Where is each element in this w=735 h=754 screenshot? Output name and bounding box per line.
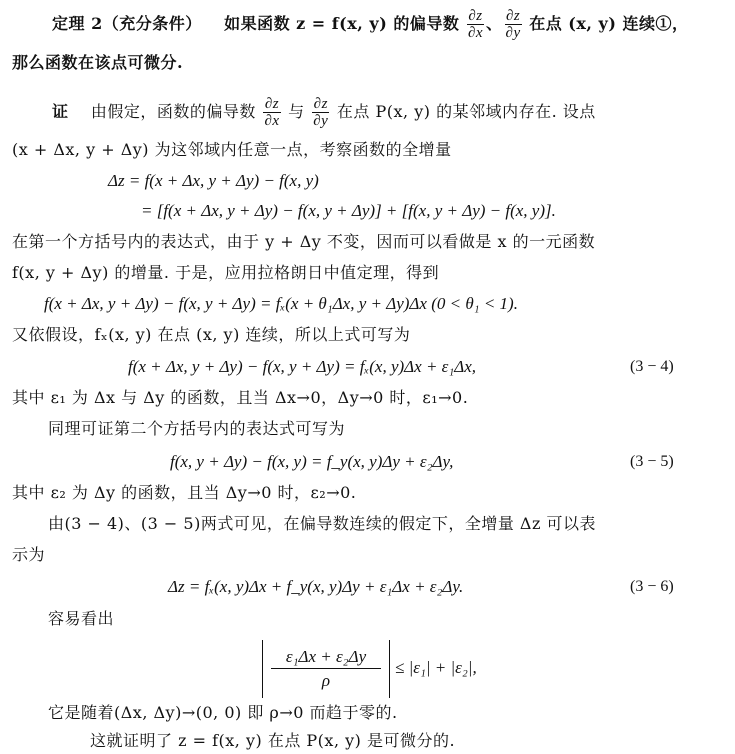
proof-p1-before: 由假定，函数的偏导数: [90, 102, 256, 121]
absolute-value-fraction: [262, 640, 390, 698]
proof-line-11: 容易看出: [48, 609, 115, 628]
equation-3-5: f(x, y + Δy) − f(x, y) = f_y(x, y)Δy + ε₂Δy,: [170, 452, 454, 471]
theorem-line-2: 那么函数在该点可微分.: [12, 53, 184, 72]
proof-frac-dz-dy: [312, 96, 329, 129]
theorem-frac1-den: ∂x: [467, 25, 484, 41]
equation-3-4: f(x + Δx, y + Δy) − f(x, y + Δy) = fₓ(x, y)Δx + ε₁Δx,: [128, 357, 477, 376]
proof-line-1: [52, 96, 596, 129]
proof-line-5: 又依假设，fₓ(x, y) 在点 (x, y) 连续，所以上式可写为: [12, 325, 411, 344]
proof-p1-mid: 与: [288, 102, 305, 121]
equation-delta-z: Δz = f(x + Δx, y + Δy) − f(x, y): [108, 171, 319, 190]
abs-fraction-numerator: ε₁Δx + ε₂Δy: [271, 640, 381, 669]
proof-frac1-den: ∂x: [264, 113, 280, 129]
proof-line-8: 其中 ε₂ 为 Δy 的函数，且当 Δy→0 时，ε₂→0.: [12, 483, 357, 502]
proof-line-13: 这就证明了 z = f(x, y) 在点 P(x, y) 是可微分的.: [90, 731, 456, 750]
proof-label: 证: [52, 102, 69, 121]
proof-line-10: 示为: [12, 545, 46, 564]
proof-frac2-den: ∂y: [313, 113, 329, 129]
theorem-heading: 定理 2（充分条件）: [52, 14, 202, 33]
proof-p1-after: 在点 P(x, y) 的某邻域内存在. 设点: [336, 102, 596, 121]
equation-3-6: Δz = fₓ(x, y)Δx + f_y(x, y)Δy + ε₁Δx + ε₂Δy.: [168, 577, 464, 596]
equation-number-3-6: (3 − 6): [630, 578, 674, 595]
proof-line-6: 其中 ε₁ 为 Δx 与 Δy 的函数，且当 Δx→0，Δy→0 时，ε₁→0.: [12, 388, 469, 407]
theorem-sep: 、: [486, 14, 503, 33]
proof-line-12: 它是随着(Δx, Δy)→(0, 0) 即 ρ→0 而趋于零的.: [48, 703, 398, 722]
theorem-frac2-num: ∂z: [505, 8, 521, 24]
theorem-frac1-num: ∂z: [468, 8, 483, 24]
equation-number-3-5: (3 − 5): [630, 453, 674, 470]
theorem-line-1: [52, 8, 688, 41]
theorem-frac-dz-dy: [505, 8, 522, 41]
proof-line-9: 由(3 − 4)、(3 − 5)两式可见，在偏导数连续的假定下，全增量 Δz 可以表: [48, 514, 597, 533]
theorem-text-before: 如果函数 z = f(x, y) 的偏导数: [224, 14, 460, 33]
proof-line-4: f(x, y + Δy) 的增量. 于是，应用拉格朗日中值定理，得到: [12, 263, 440, 282]
proof-frac1-num: ∂z: [264, 96, 280, 112]
proof-frac-dz-dx: [263, 96, 280, 129]
theorem-frac2-den: ∂y: [505, 25, 521, 41]
abs-fraction-denominator: ρ: [321, 671, 331, 690]
abs-inequality-rhs: ≤ |ε₁| + |ε₂|,: [395, 658, 477, 677]
equation-delta-z-split: = [f(x + Δx, y + Δy) − f(x, y + Δy)] + [f(x, y + Δy) − f(x, y)].: [141, 201, 556, 220]
equation-number-3-4: (3 − 4): [630, 358, 674, 375]
proof-line-2: (x + Δx, y + Δy) 为这邻域内任意一点，考察函数的全增量: [12, 140, 452, 159]
proof-line-7: 同理可证第二个方括号内的表达式可写为: [48, 419, 346, 438]
proof-frac2-num: ∂z: [313, 96, 328, 112]
proof-line-3: 在第一个方括号内的表达式，由于 y + Δy 不变，因而可以看做是 x 的一元函数: [12, 232, 596, 251]
equation-lagrange: f(x + Δx, y + Δy) − f(x, y + Δy) = fₓ(x + θ₁Δx, y + Δy)Δx (0 < θ₁ < 1).: [44, 294, 518, 313]
theorem-frac-dz-dx: [467, 8, 484, 41]
theorem-text-after: 在点 (x, y) 连续①，: [529, 14, 689, 33]
